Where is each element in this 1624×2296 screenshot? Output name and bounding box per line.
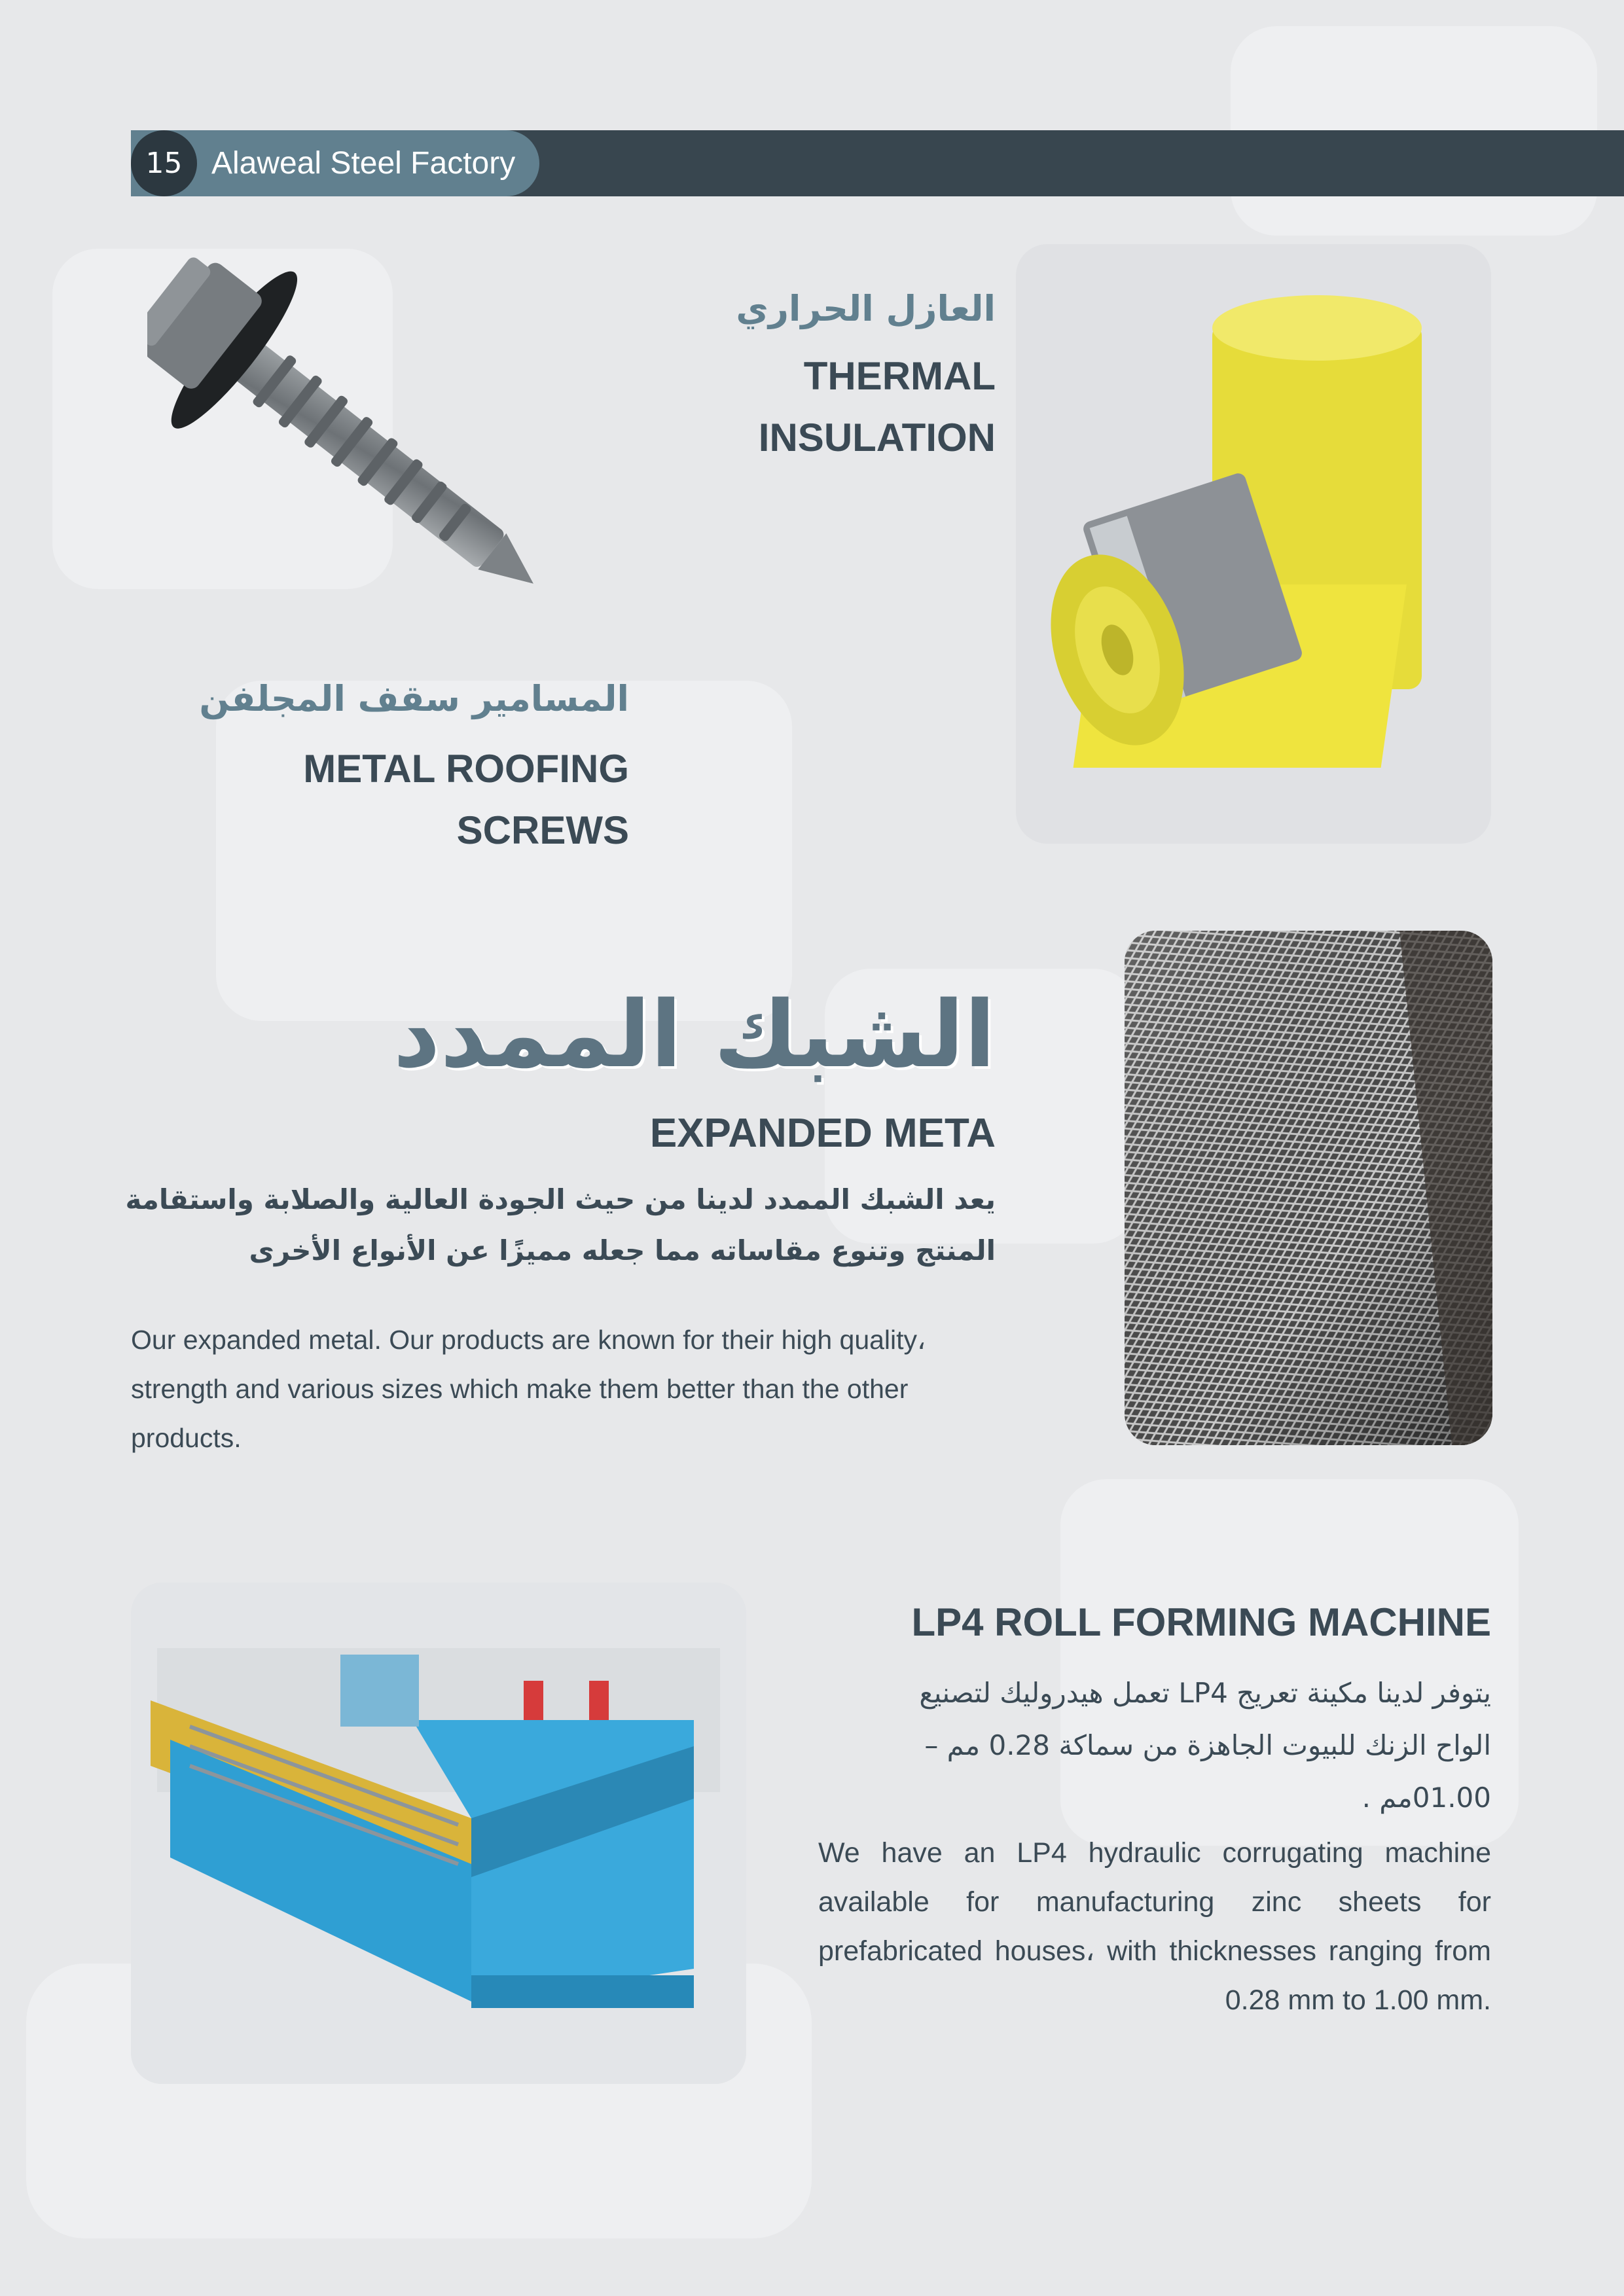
page-number-badge: 15 (131, 130, 197, 196)
thermal-insulation-image (1016, 244, 1491, 844)
roofing-screws-title-en: SCREWS (456, 808, 629, 852)
thermal-insulation-title-ar: العازل الحراري (736, 288, 996, 329)
thermal-insulation-title-en: THERMAL (803, 354, 996, 398)
header-title: Alaweal Steel Factory (211, 146, 516, 181)
lp4-machine-description-ar: الواح الزنك للبيوت الجاهزة من سماكة 0.28 مم – (924, 1729, 1491, 1761)
thermal-insulation-title-en: INSULATION (758, 416, 996, 459)
lp4-machine-title: LP4 ROLL FORMING MACHINE (911, 1600, 1491, 1644)
lp4-machine-description-ar: يتوفر لدينا مكينة تعريج LP4 تعمل هيدروليك لتصنيع (919, 1677, 1491, 1709)
expanded-metal-title-en: EXPANDED META (649, 1111, 996, 1156)
roofing-screws-title-ar: المسامير سقف المجلفن (199, 678, 629, 719)
expanded-metal-description-en: Our expanded metal. Our products are known for their high quality، strength and various sizes which make them better than the other products. (131, 1325, 926, 1453)
lp4-machine-description-en: We have an LP4 hydraulic corrugating machine available for manufacturing zinc sheets for prefabricated houses، with thicknesses ranging from 0.28 mm to 1.00 mm. (818, 1837, 1491, 2016)
roofing-screw-image (147, 255, 632, 661)
lp4-machine-description-ar: 01.00مم . (1362, 1782, 1491, 1814)
roofing-screws-title-en: METAL ROOFING (303, 747, 629, 791)
expanded-metal-image (1125, 931, 1492, 1445)
expanded-metal-title-ar: الشبك الممدد (393, 982, 996, 1088)
expanded-metal-description-ar: المنتج وتنوع مقاساته مما جعله مميزًا عن الأنواع الأخرى (249, 1234, 996, 1266)
expanded-metal-description-ar: يعد الشبك الممدد لدينا من حيث الجودة العالية والصلابة واستقامة (125, 1183, 996, 1215)
roll-forming-machine-image (131, 1583, 746, 2084)
